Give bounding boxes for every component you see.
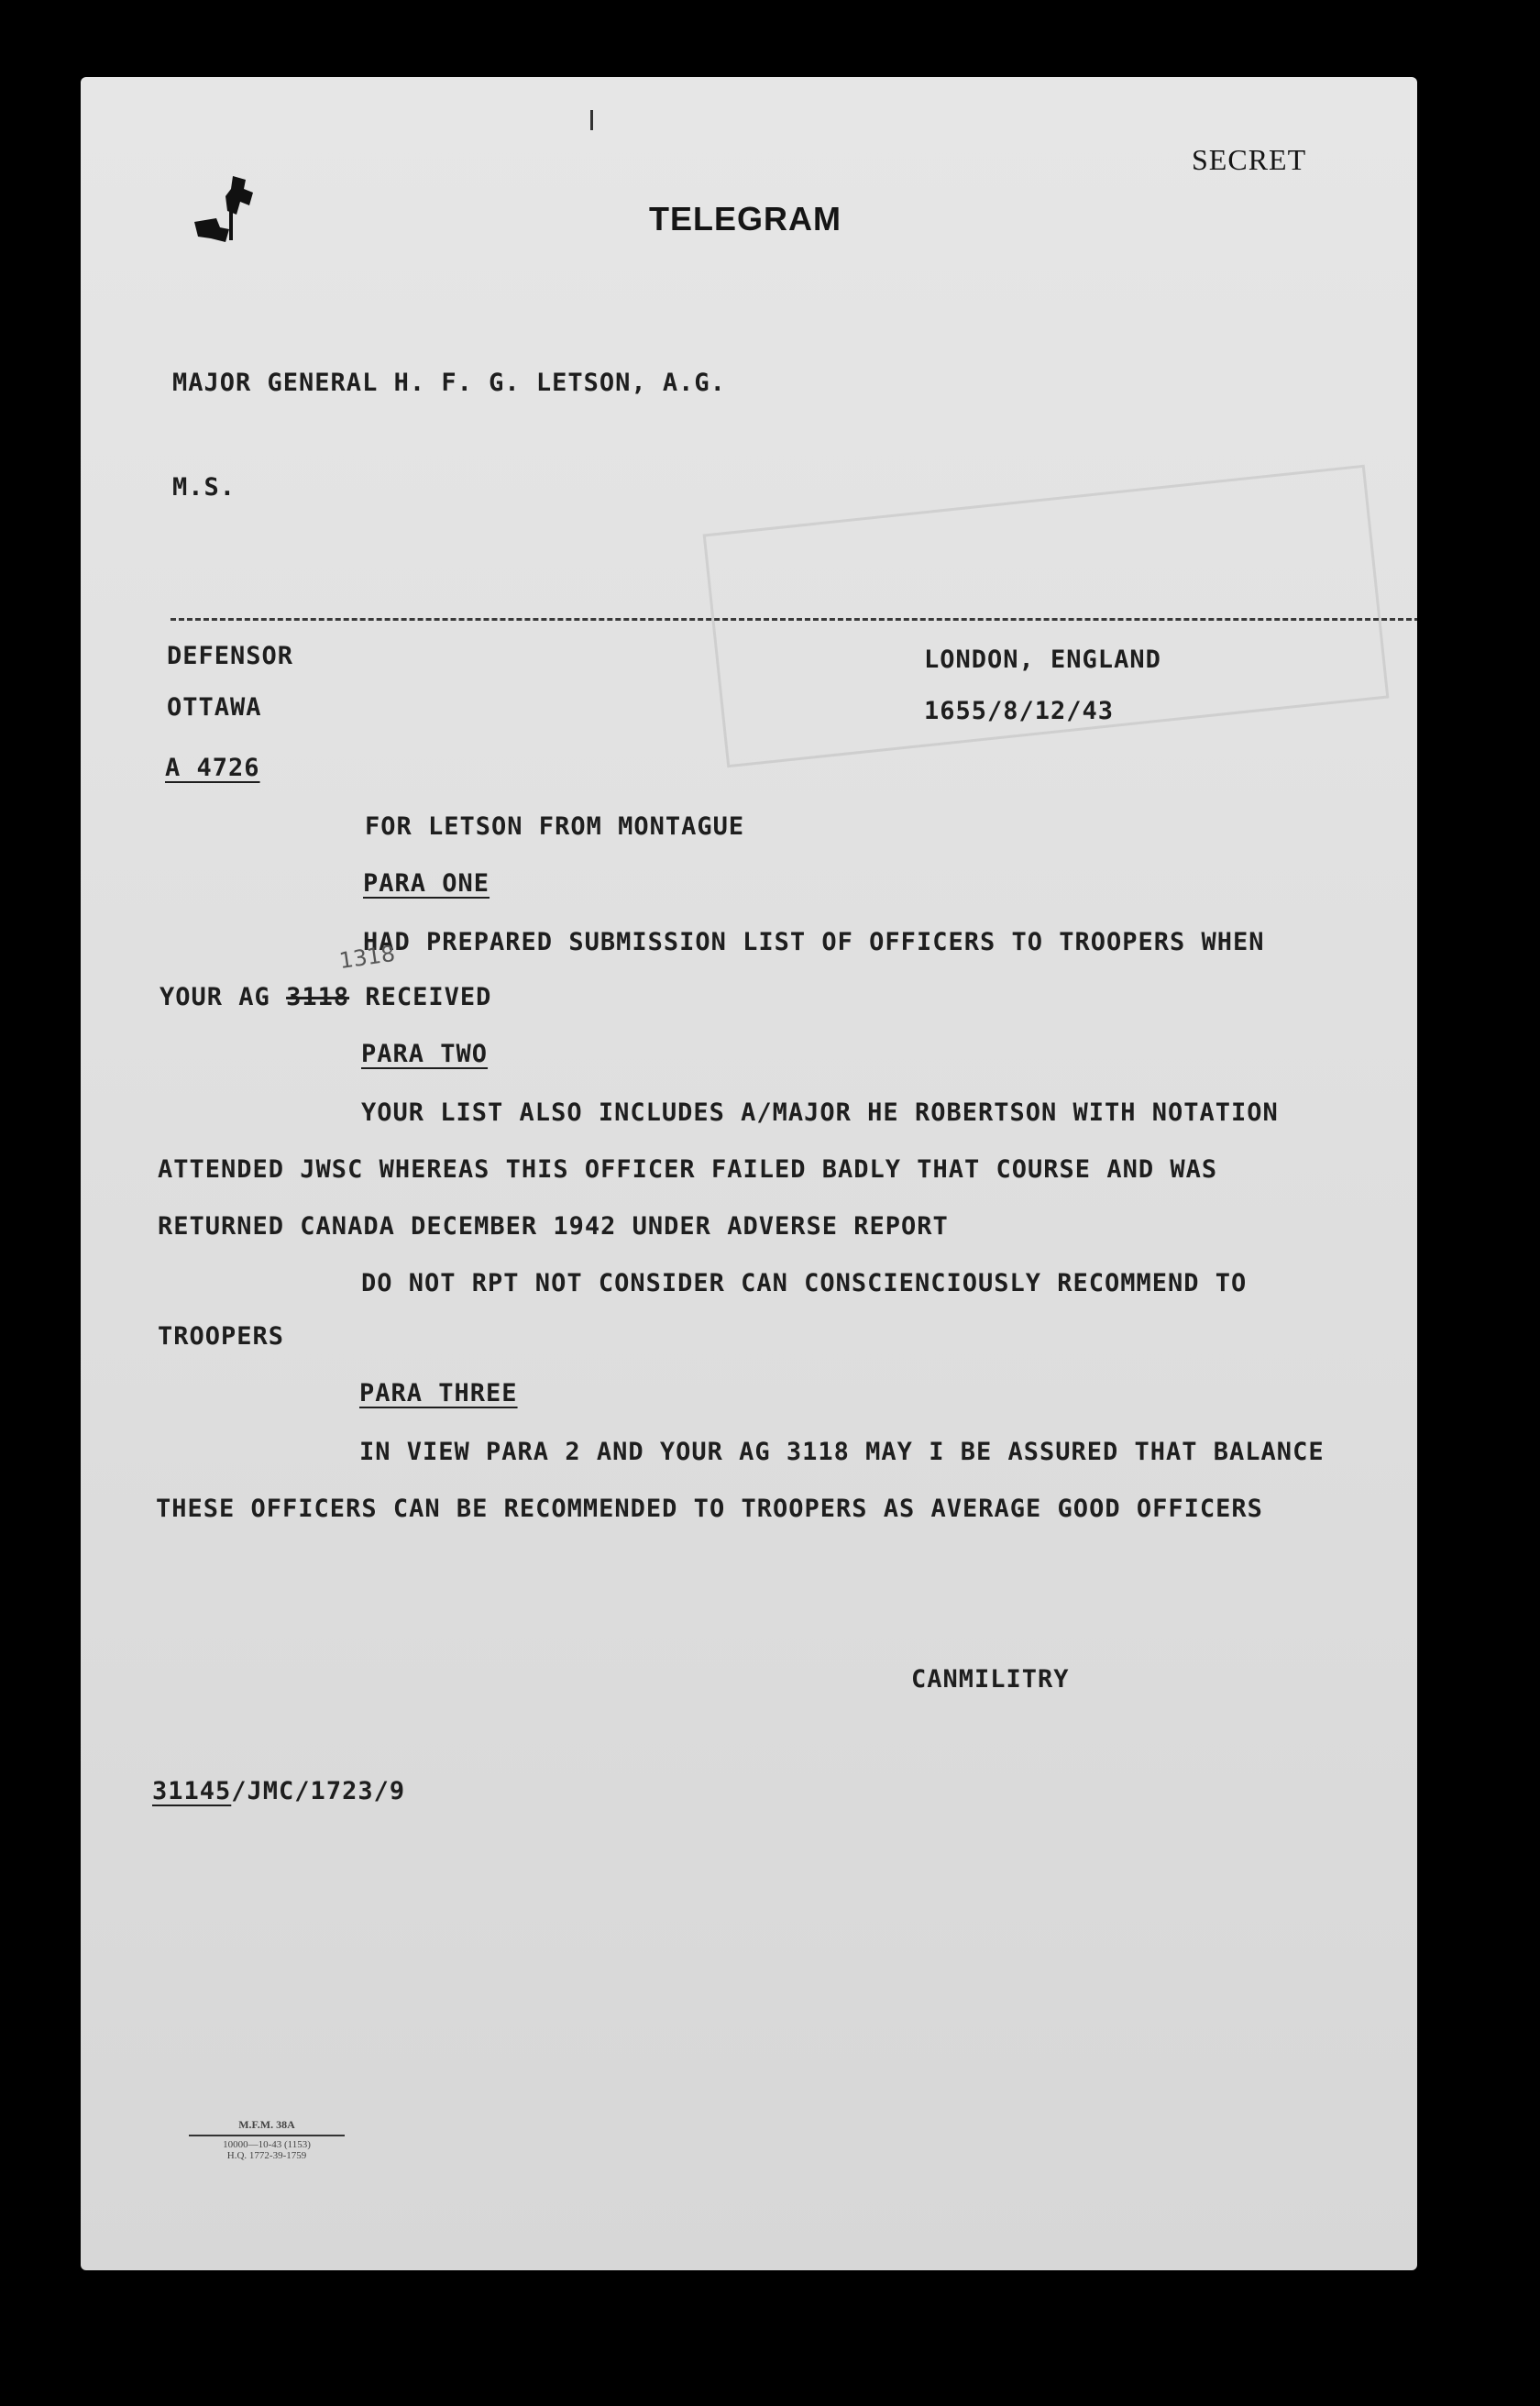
addressee-initials: M.S. [172,473,236,502]
telegram-sheet [81,77,1417,2270]
file-reference [152,1777,405,1805]
form-mark [189,2118,345,2161]
para2-line2: ATTENDED JWSC WHEREAS THIS OFFICER FAILED BADLY THAT COURSE AND WAS [158,1155,1218,1184]
form-mark-line2: 10000—10-43 (1153) [223,2139,311,2150]
top-tick [590,110,593,130]
routing-from-line2: 1655/8/12/43 [924,697,1115,725]
handwritten-correction: 1318 [337,940,397,975]
message-number: A 4726 [165,754,260,782]
classification-label: SECRET [1192,143,1307,176]
para2-line4: DO NOT RPT NOT CONSIDER CAN CONSCIENCIOUSLY RECOMMEND TO [361,1269,1248,1297]
signature: CANMILITRY [911,1665,1070,1694]
salutation: FOR LETSON FROM MONTAGUE [365,812,745,841]
form-mark-line3: H.Q. 1772-39-1759 [226,2150,307,2161]
struck-number: 3118 [286,983,350,1011]
ink-mark-icon [189,169,271,251]
para2-line3: RETURNED CANADA DECEMBER 1942 UNDER ADVERSE REPORT [158,1212,949,1241]
para1-heading: PARA ONE [363,869,490,898]
addressee-name: MAJOR GENERAL H. F. G. LETSON, A.G. [172,369,726,397]
para2-line1: YOUR LIST ALSO INCLUDES A/MAJOR HE ROBERTSON WITH NOTATION [361,1098,1279,1127]
para2-line5: TROOPERS [158,1322,285,1351]
para3-line1: IN VIEW PARA 2 AND YOUR AG 3118 MAY I BE ASSURED THAT BALANCE [359,1438,1325,1466]
para1-line2 [160,983,491,1011]
para2-heading: PARA TWO [361,1040,489,1068]
para1-line2-suffix: RECEIVED [365,983,492,1011]
dashed-divider [170,618,1417,621]
reference-rest: /JMC/1723/9 [231,1777,406,1805]
document-title: TELEGRAM [649,200,842,237]
form-mark-line1: M.F.M. 38A [189,2118,345,2136]
reference-number: 31145 [152,1777,232,1805]
para3-line2: THESE OFFICERS CAN BE RECOMMENDED TO TROOPERS AS AVERAGE GOOD OFFICERS [156,1495,1263,1523]
para1-line1: HAD PREPARED SUBMISSION LIST OF OFFICERS TO TROOPERS WHEN [363,928,1265,956]
para1-line2-prefix: YOUR AG [160,983,270,1011]
routing-to-line2: OTTAWA [167,693,262,722]
routing-from-line1: LONDON, ENGLAND [924,646,1161,674]
para3-heading: PARA THREE [359,1379,518,1407]
routing-to-line1: DEFENSOR [167,642,294,670]
